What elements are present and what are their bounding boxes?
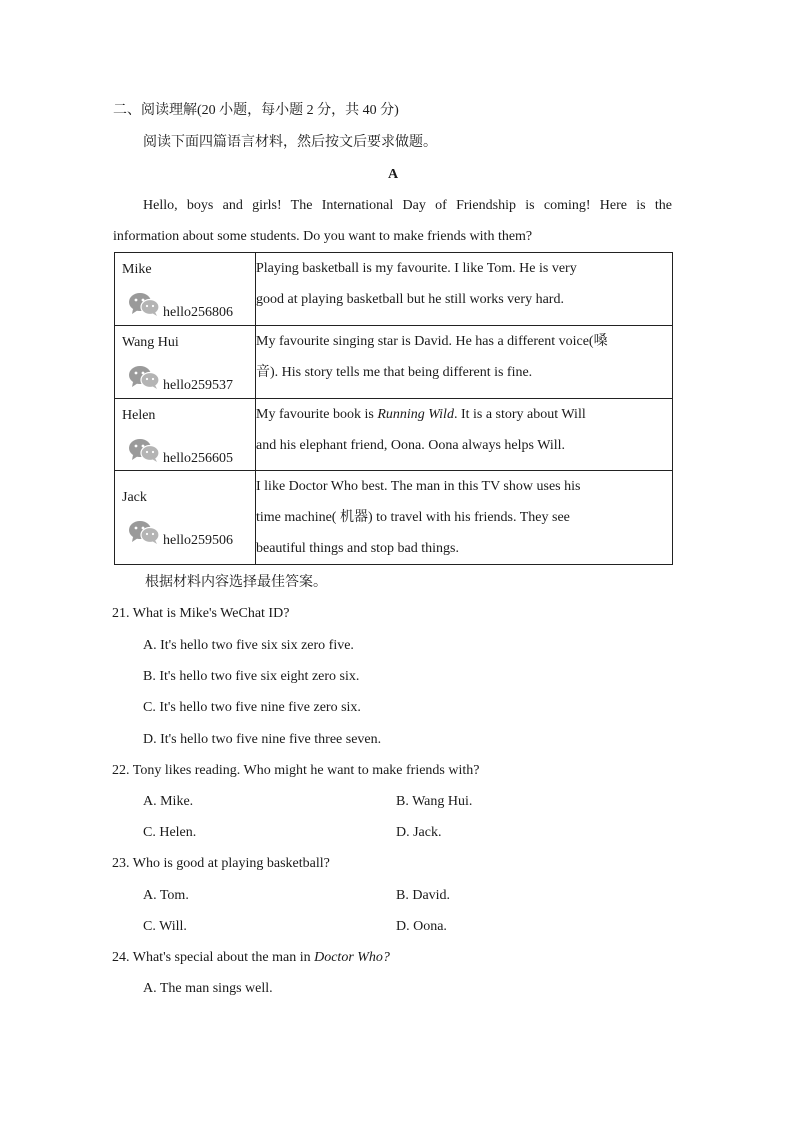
student-description: [256, 471, 673, 565]
student-name: Jack: [122, 490, 147, 505]
option-23a: A. Tom.: [143, 888, 189, 903]
choose-instruction: 根据材料内容选择最佳答案。: [145, 575, 327, 590]
option-22d: D. Jack.: [396, 825, 442, 840]
student-cell: [115, 471, 256, 565]
option-24a: A. The man sings well.: [143, 981, 273, 996]
table-row: [115, 471, 673, 565]
wechat-id: hello256806: [163, 305, 233, 320]
option-21c: C. It's hello two five nine five zero six.: [143, 700, 361, 715]
question-stem: 24. What's special about the man in: [112, 950, 315, 965]
table-row: [115, 399, 673, 471]
wechat-icon: [128, 364, 160, 390]
option-23c: C. Will.: [143, 919, 187, 934]
student-info-table: [114, 252, 673, 565]
description-line: Playing basketball is my favourite. I like Tom. He is very: [256, 261, 577, 276]
student-name: Helen: [122, 408, 156, 423]
description-line: and his elephant friend, Oona. Oona always helps Will.: [256, 438, 566, 453]
option-21a: A. It's hello two five six six zero five.: [143, 638, 354, 653]
option-21b: B. It's hello two five six eight zero six.: [143, 669, 360, 684]
intro-line-1: Hello, boys and girls! The International Day of Friendship is coming! Here is the: [143, 198, 672, 213]
question-24: [112, 948, 390, 968]
description-line: My favourite singing star is David. He has a different voice(嗓: [256, 334, 608, 349]
section-title: 二、阅读理解(20 小题，每小题 2 分，共 40 分): [113, 103, 399, 118]
description-line: time machine( 机器) to travel with his friends. They see: [256, 510, 570, 525]
question-21: 21. What is Mike's WeChat ID?: [112, 606, 290, 621]
student-description: [256, 399, 673, 471]
intro-line-2: information about some students. Do you want to make friends with them?: [113, 229, 533, 244]
description-line: [256, 399, 672, 430]
student-name: Wang Hui: [122, 335, 179, 350]
wechat-icon: [128, 519, 160, 545]
student-description: [256, 253, 673, 326]
table-row: [115, 253, 673, 326]
passage-label: A: [387, 167, 399, 182]
wechat-id: hello259506: [163, 533, 233, 548]
question-23: 23. Who is good at playing basketball?: [112, 856, 330, 871]
student-description: [256, 326, 673, 399]
desc-text: My favourite book is: [256, 407, 378, 422]
option-22a: A. Mike.: [143, 794, 194, 809]
description-line: good at playing basketball but he still works very hard.: [256, 292, 564, 307]
desc-text: . It is a story about Will: [453, 407, 586, 422]
description-line: 音). His story tells me that being different is fine.: [256, 365, 533, 380]
student-cell: [115, 399, 256, 471]
student-name: Mike: [122, 262, 152, 277]
student-cell: [115, 253, 256, 326]
instruction: 阅读下面四篇语言材料，然后按文后要求做题。: [143, 135, 437, 150]
description-line: beautiful things and stop bad things.: [256, 541, 459, 556]
option-22b: B. Wang Hui.: [396, 794, 473, 809]
table-row: [115, 326, 673, 399]
wechat-id: hello256605: [163, 451, 233, 466]
book-title: Running Wild: [377, 407, 454, 422]
question-22: 22. Tony likes reading. Who might he want to make friends with?: [112, 763, 480, 778]
option-23b: B. David.: [396, 888, 451, 903]
wechat-icon: [128, 437, 160, 463]
show-title: Doctor Who?: [314, 950, 390, 965]
wechat-id: hello259537: [163, 378, 233, 393]
student-cell: [115, 326, 256, 399]
wechat-icon: [128, 291, 160, 317]
option-22c: C. Helen.: [143, 825, 197, 840]
description-line: I like Doctor Who best. The man in this TV show uses his: [256, 479, 581, 494]
option-21d: D. It's hello two five nine five three seven.: [143, 732, 382, 747]
option-23d: D. Oona.: [396, 919, 447, 934]
